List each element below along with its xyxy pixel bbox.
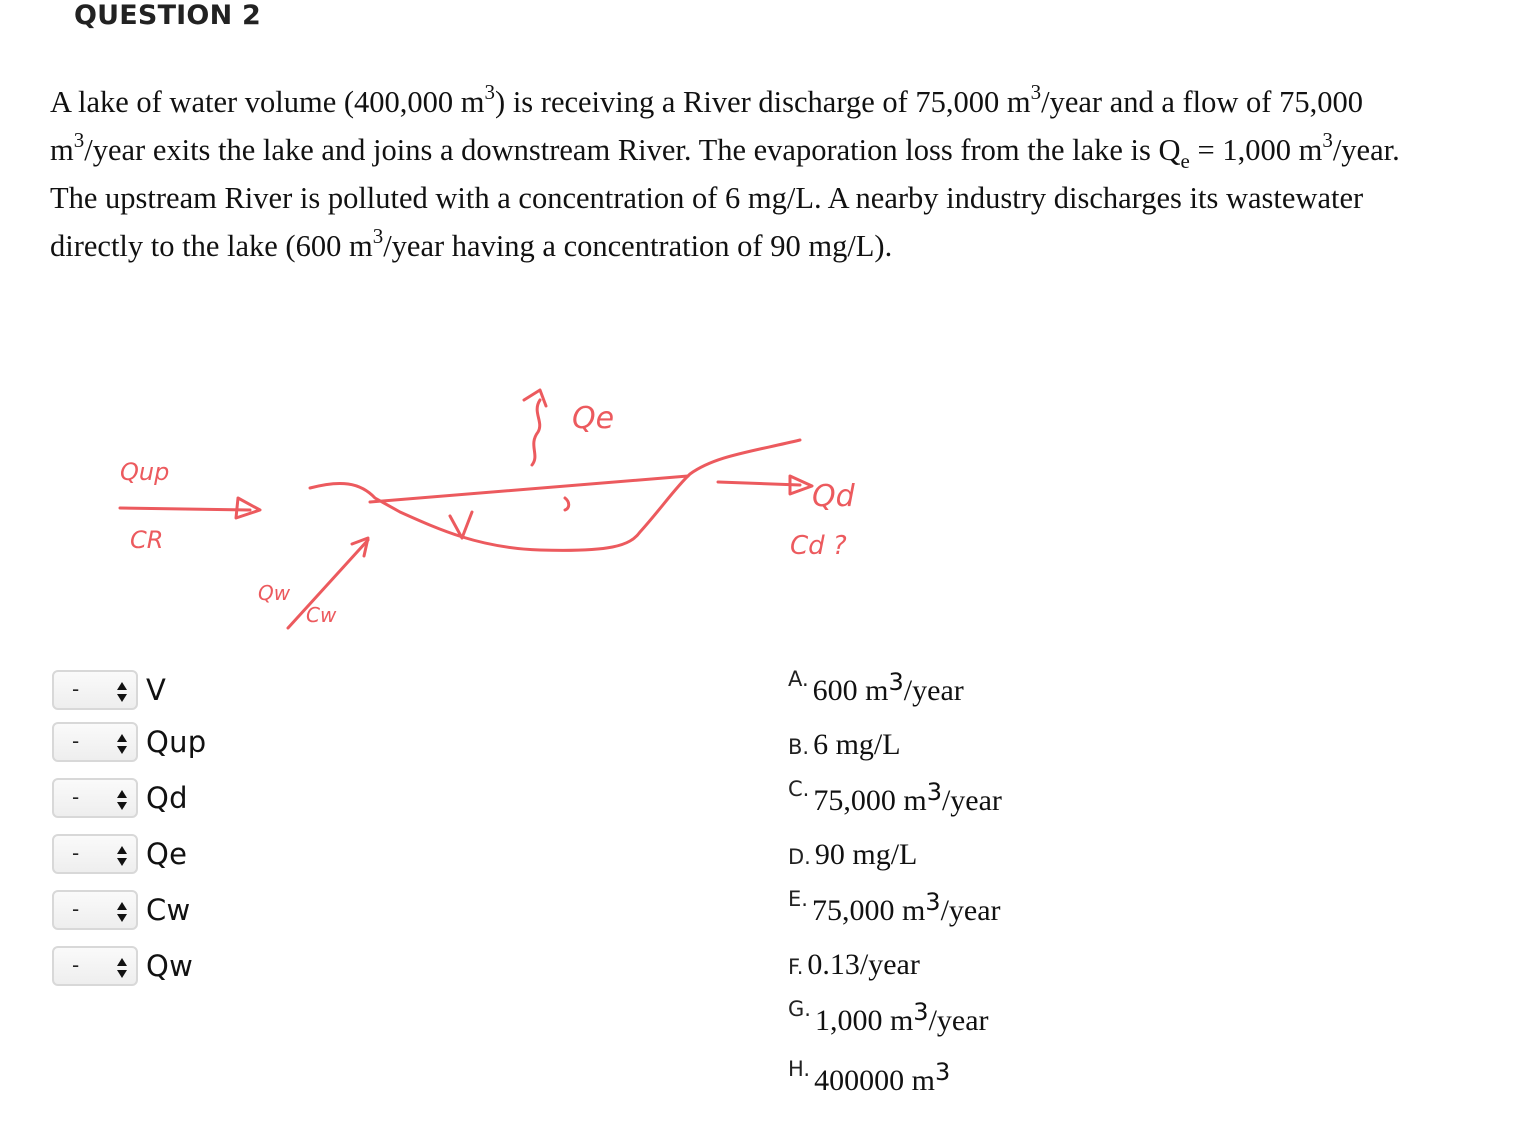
value-text: 75,000 m	[813, 784, 927, 817]
lake-shoreline	[310, 440, 800, 550]
selected-value: -	[72, 677, 80, 701]
value-suffix: /year	[903, 674, 964, 707]
subscript: e	[1180, 149, 1190, 173]
question-line-4	[50, 222, 1490, 270]
match-label: Qe	[146, 837, 188, 871]
superscript: 3	[1322, 128, 1333, 152]
value-text: 600 m	[812, 674, 889, 707]
match-label: Qw	[146, 949, 194, 983]
match-row-qe	[52, 832, 452, 876]
match-row-cw	[52, 888, 452, 932]
answer-letter: C.	[788, 777, 810, 801]
water-surface	[370, 476, 688, 502]
surface-mark	[565, 498, 569, 510]
text-segment: /year exits the lake and joins a downstream River. The evaporation loss from the lake is Q	[84, 133, 1181, 167]
value-text: 6 mg/L	[813, 728, 901, 761]
selected-value: -	[72, 785, 80, 809]
text-segment: directly to the lake (600 m	[50, 229, 373, 263]
answer-option-e	[788, 887, 1001, 927]
answer-letter: A.	[788, 667, 809, 691]
superscript: 3	[913, 998, 929, 1026]
text-segment: /year.	[1332, 133, 1400, 167]
superscript: 3	[888, 668, 904, 696]
value-text: 1,000 m	[814, 1004, 914, 1037]
evaporation-arrow	[532, 400, 540, 465]
match-select[interactable]	[52, 670, 138, 710]
answer-option-d	[788, 838, 917, 872]
selected-value: -	[72, 897, 80, 921]
answer-value	[814, 998, 989, 1037]
up-down-arrows-icon	[116, 901, 128, 923]
match-select[interactable]	[52, 890, 138, 930]
selected-value: -	[72, 841, 80, 865]
lake-diagram	[100, 370, 920, 650]
answer-option-f	[788, 948, 920, 982]
selected-value: -	[72, 729, 80, 753]
value-text: 0.13/year	[807, 948, 920, 981]
answer-letter: G.	[788, 997, 811, 1021]
superscript: 3	[73, 128, 85, 152]
match-select[interactable]	[52, 778, 138, 818]
answer-value	[807, 948, 919, 981]
answer-value	[814, 1058, 951, 1097]
superscript: 3	[484, 80, 496, 104]
answer-option-b	[788, 728, 901, 762]
upstream-arrow	[120, 508, 250, 510]
label-cd: Cd ?	[790, 531, 847, 561]
answer-option-h	[788, 1057, 951, 1097]
label-cr: CR	[130, 526, 164, 554]
superscript: 3	[925, 888, 941, 916]
answer-value	[811, 888, 1001, 927]
text-segment: ) is receiving a River discharge of 75,000 m	[495, 85, 1031, 119]
answer-value	[812, 668, 964, 707]
value-text: 90 mg/L	[814, 838, 918, 871]
label-qup: Qup	[120, 458, 170, 486]
match-row-qup	[52, 720, 452, 764]
up-down-arrows-icon	[116, 845, 128, 867]
superscript: 3	[372, 224, 384, 248]
downstream-arrow	[718, 482, 800, 485]
answer-option-g	[788, 997, 989, 1037]
value-suffix: /year	[940, 894, 1001, 927]
text-segment: = 1,000 m	[1189, 133, 1323, 167]
match-label: V	[146, 673, 167, 707]
superscript: 3	[934, 1058, 951, 1086]
text-segment: /year having a concentration of 90 mg/L).	[383, 229, 893, 263]
label-qd: Qd	[812, 479, 855, 514]
selected-value: -	[72, 953, 80, 977]
match-label: Qd	[146, 781, 188, 815]
label-qw: Qw	[258, 581, 291, 605]
up-down-arrows-icon	[116, 733, 128, 755]
match-select[interactable]	[52, 722, 138, 762]
answer-letter: E.	[788, 887, 808, 911]
match-row-qd	[52, 776, 452, 820]
up-down-arrows-icon	[116, 681, 128, 703]
match-row-qw	[52, 944, 452, 988]
match-select[interactable]	[52, 946, 138, 986]
label-cw: Cw	[306, 603, 337, 627]
text-segment: A lake of water volume (400,000 m	[50, 85, 485, 119]
answer-option-a	[788, 667, 964, 707]
question-text	[50, 78, 1490, 270]
question-line-3: The upstream River is polluted with a concentration of 6 mg/L. A nearby industry discharges its wastewater	[50, 181, 1364, 215]
value-suffix: /year	[941, 784, 1002, 817]
value-suffix: /year	[928, 1004, 989, 1037]
answer-letter: D.	[788, 845, 811, 869]
answer-letter: F.	[788, 955, 804, 979]
match-select[interactable]	[52, 834, 138, 874]
text-segment: m	[50, 133, 74, 167]
answer-letter: H.	[788, 1057, 811, 1081]
value-text: 400000 m	[814, 1064, 935, 1097]
answer-value	[813, 728, 901, 761]
up-down-arrows-icon	[116, 957, 128, 979]
match-label: Cw	[146, 893, 191, 927]
superscript: 3	[926, 778, 942, 806]
answer-letter: B.	[788, 735, 810, 759]
question-title: QUESTION 2	[74, 0, 261, 31]
up-down-arrows-icon	[116, 789, 128, 811]
question-line-1	[50, 78, 1490, 126]
value-text: 75,000 m	[811, 894, 926, 927]
superscript: 3	[1030, 80, 1042, 104]
label-qe: Qe	[572, 401, 615, 436]
match-row-v	[52, 668, 452, 712]
upstream-arrow-head	[236, 498, 260, 518]
answer-value	[815, 838, 918, 871]
answer-value	[813, 778, 1002, 817]
text-segment: /year and a flow of 75,000	[1041, 85, 1363, 119]
match-label: Qup	[146, 725, 207, 759]
answer-option-c	[788, 777, 1002, 817]
question-line-2	[50, 126, 1490, 174]
evaporation-arrow-head	[524, 390, 546, 406]
